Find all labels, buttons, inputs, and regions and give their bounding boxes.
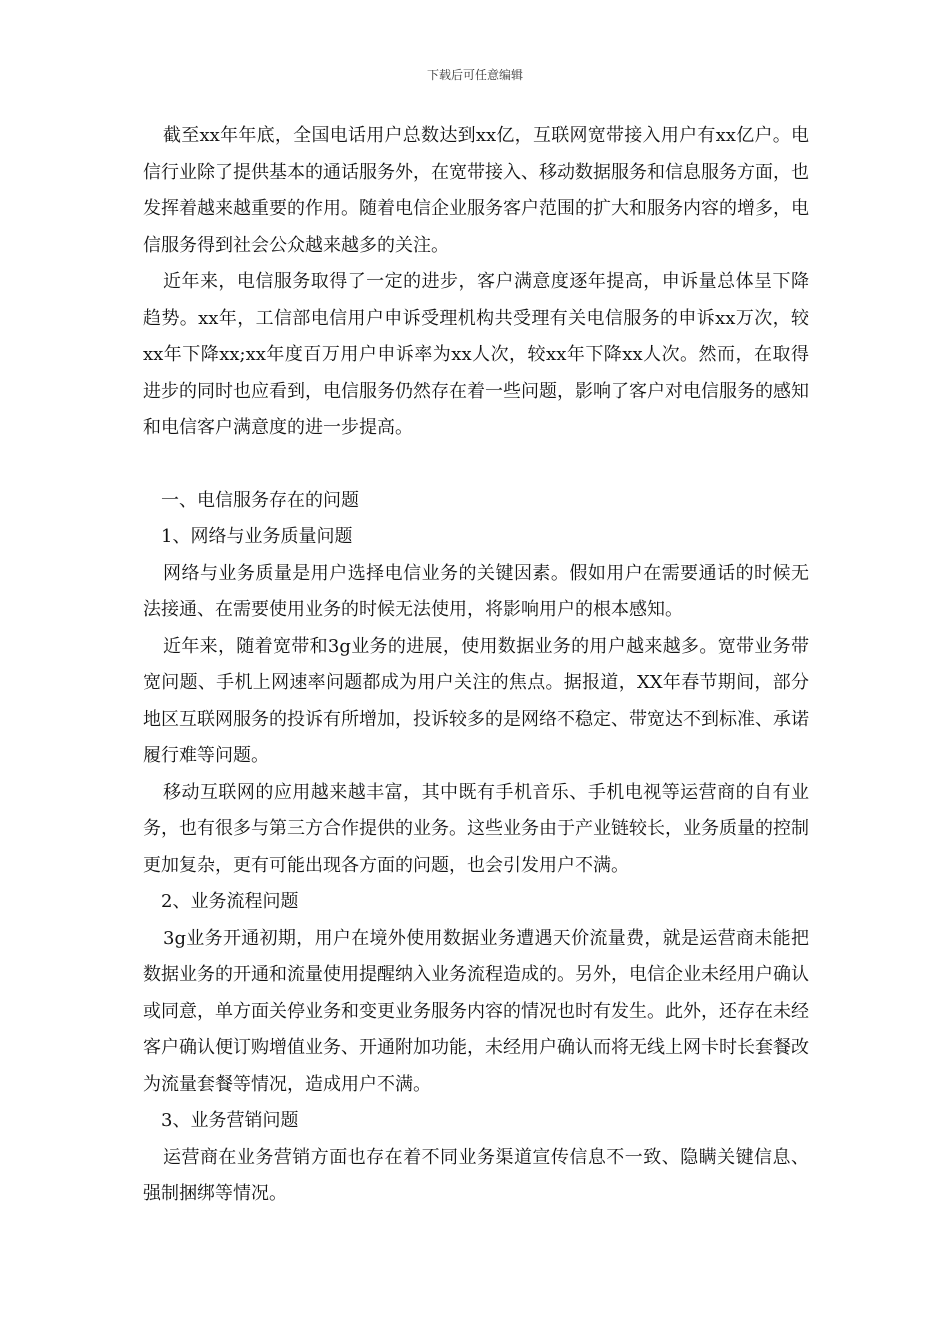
subsection-1-paragraph-1: 网络与业务质量是用户选择电信业务的关键因素。假如用户在需要通话的时候无法接通、在需要使用业务的时候无法使用，将影响用户的根本感知。 bbox=[143, 562, 809, 620]
subsection-3-paragraph-1: 运营商在业务营销方面也存在着不同业务渠道宣传信息不一致、隐瞒关键信息、强制捆绑等情况。 bbox=[143, 1146, 809, 1204]
subsection-1-paragraph-2: 近年来，随着宽带和3g业务的进展，使用数据业务的用户越来越多。宽带业务带宽问题、手机上网速率问题都成为用户关注的焦点。据报道，XX年春节期间，部分地区互联网服务的投诉有所增加，投诉较多的是网络不稳定、带宽达不到标准、承诺履行难等问题。 bbox=[143, 635, 809, 766]
subsection-heading-3: 3、业务营销问题 bbox=[161, 1110, 299, 1131]
section-spacer bbox=[143, 447, 809, 483]
intro-paragraph-1: 截至xx年年底，全国电话用户总数达到xx亿，互联网宽带接入用户有xx亿户。电信行业除了提供基本的通话服务外，在宽带接入、移动数据服务和信息服务方面，也发挥着越来越重要的作用。随着电信企业服务客户范围的扩大和服务内容的增多，电信服务得到社会公众越来越多的关注。 bbox=[143, 125, 809, 256]
page-header: 下载后可任意编辑 bbox=[426, 68, 523, 82]
intro-paragraph-2: 近年来，电信服务取得了一定的进步，客户满意度逐年提高，申诉量总体呈下降趋势。xx年，工信部电信用户申诉受理机构共受理有关电信服务的申诉xx万次，较xx年下降xx;xx年度百万用户申诉率为xx人次，较xx年下降xx人次。然而，在取得进步的同时也应看到，电信服务仍然存在着一些问题，影响了客户对电信服务的感知和电信客户满意度的进一步提高。 bbox=[143, 271, 809, 438]
subsection-2-paragraph-1: 3g业务开通初期，用户在境外使用数据业务遭遇天价流量费，就是运营商未能把数据业务的开通和流量使用提醒纳入业务流程造成的。另外，电信企业未经用户确认或同意，单方面关停业务和变更业务服务内容的情况也时有发生。此外，还存在未经客户确认便订购增值业务、开通附加功能，未经用户确认而将无线上网卡时长套餐改为流量套餐等情况，造成用户不满。 bbox=[143, 927, 809, 1095]
subsection-heading-2: 2、业务流程问题 bbox=[161, 891, 299, 912]
subsection-heading-1: 1、网络与业务质量问题 bbox=[161, 526, 353, 547]
document-body bbox=[143, 118, 809, 1213]
subsection-1-paragraph-3: 移动互联网的应用越来越丰富，其中既有手机音乐、手机电视等运营商的自有业务，也有很多与第三方合作提供的业务。这些业务由于产业链较长，业务质量的控制更加复杂，更有可能出现各方面的问题，也会引发用户不满。 bbox=[143, 781, 809, 876]
section-heading: 一、电信服务存在的问题 bbox=[161, 489, 359, 511]
